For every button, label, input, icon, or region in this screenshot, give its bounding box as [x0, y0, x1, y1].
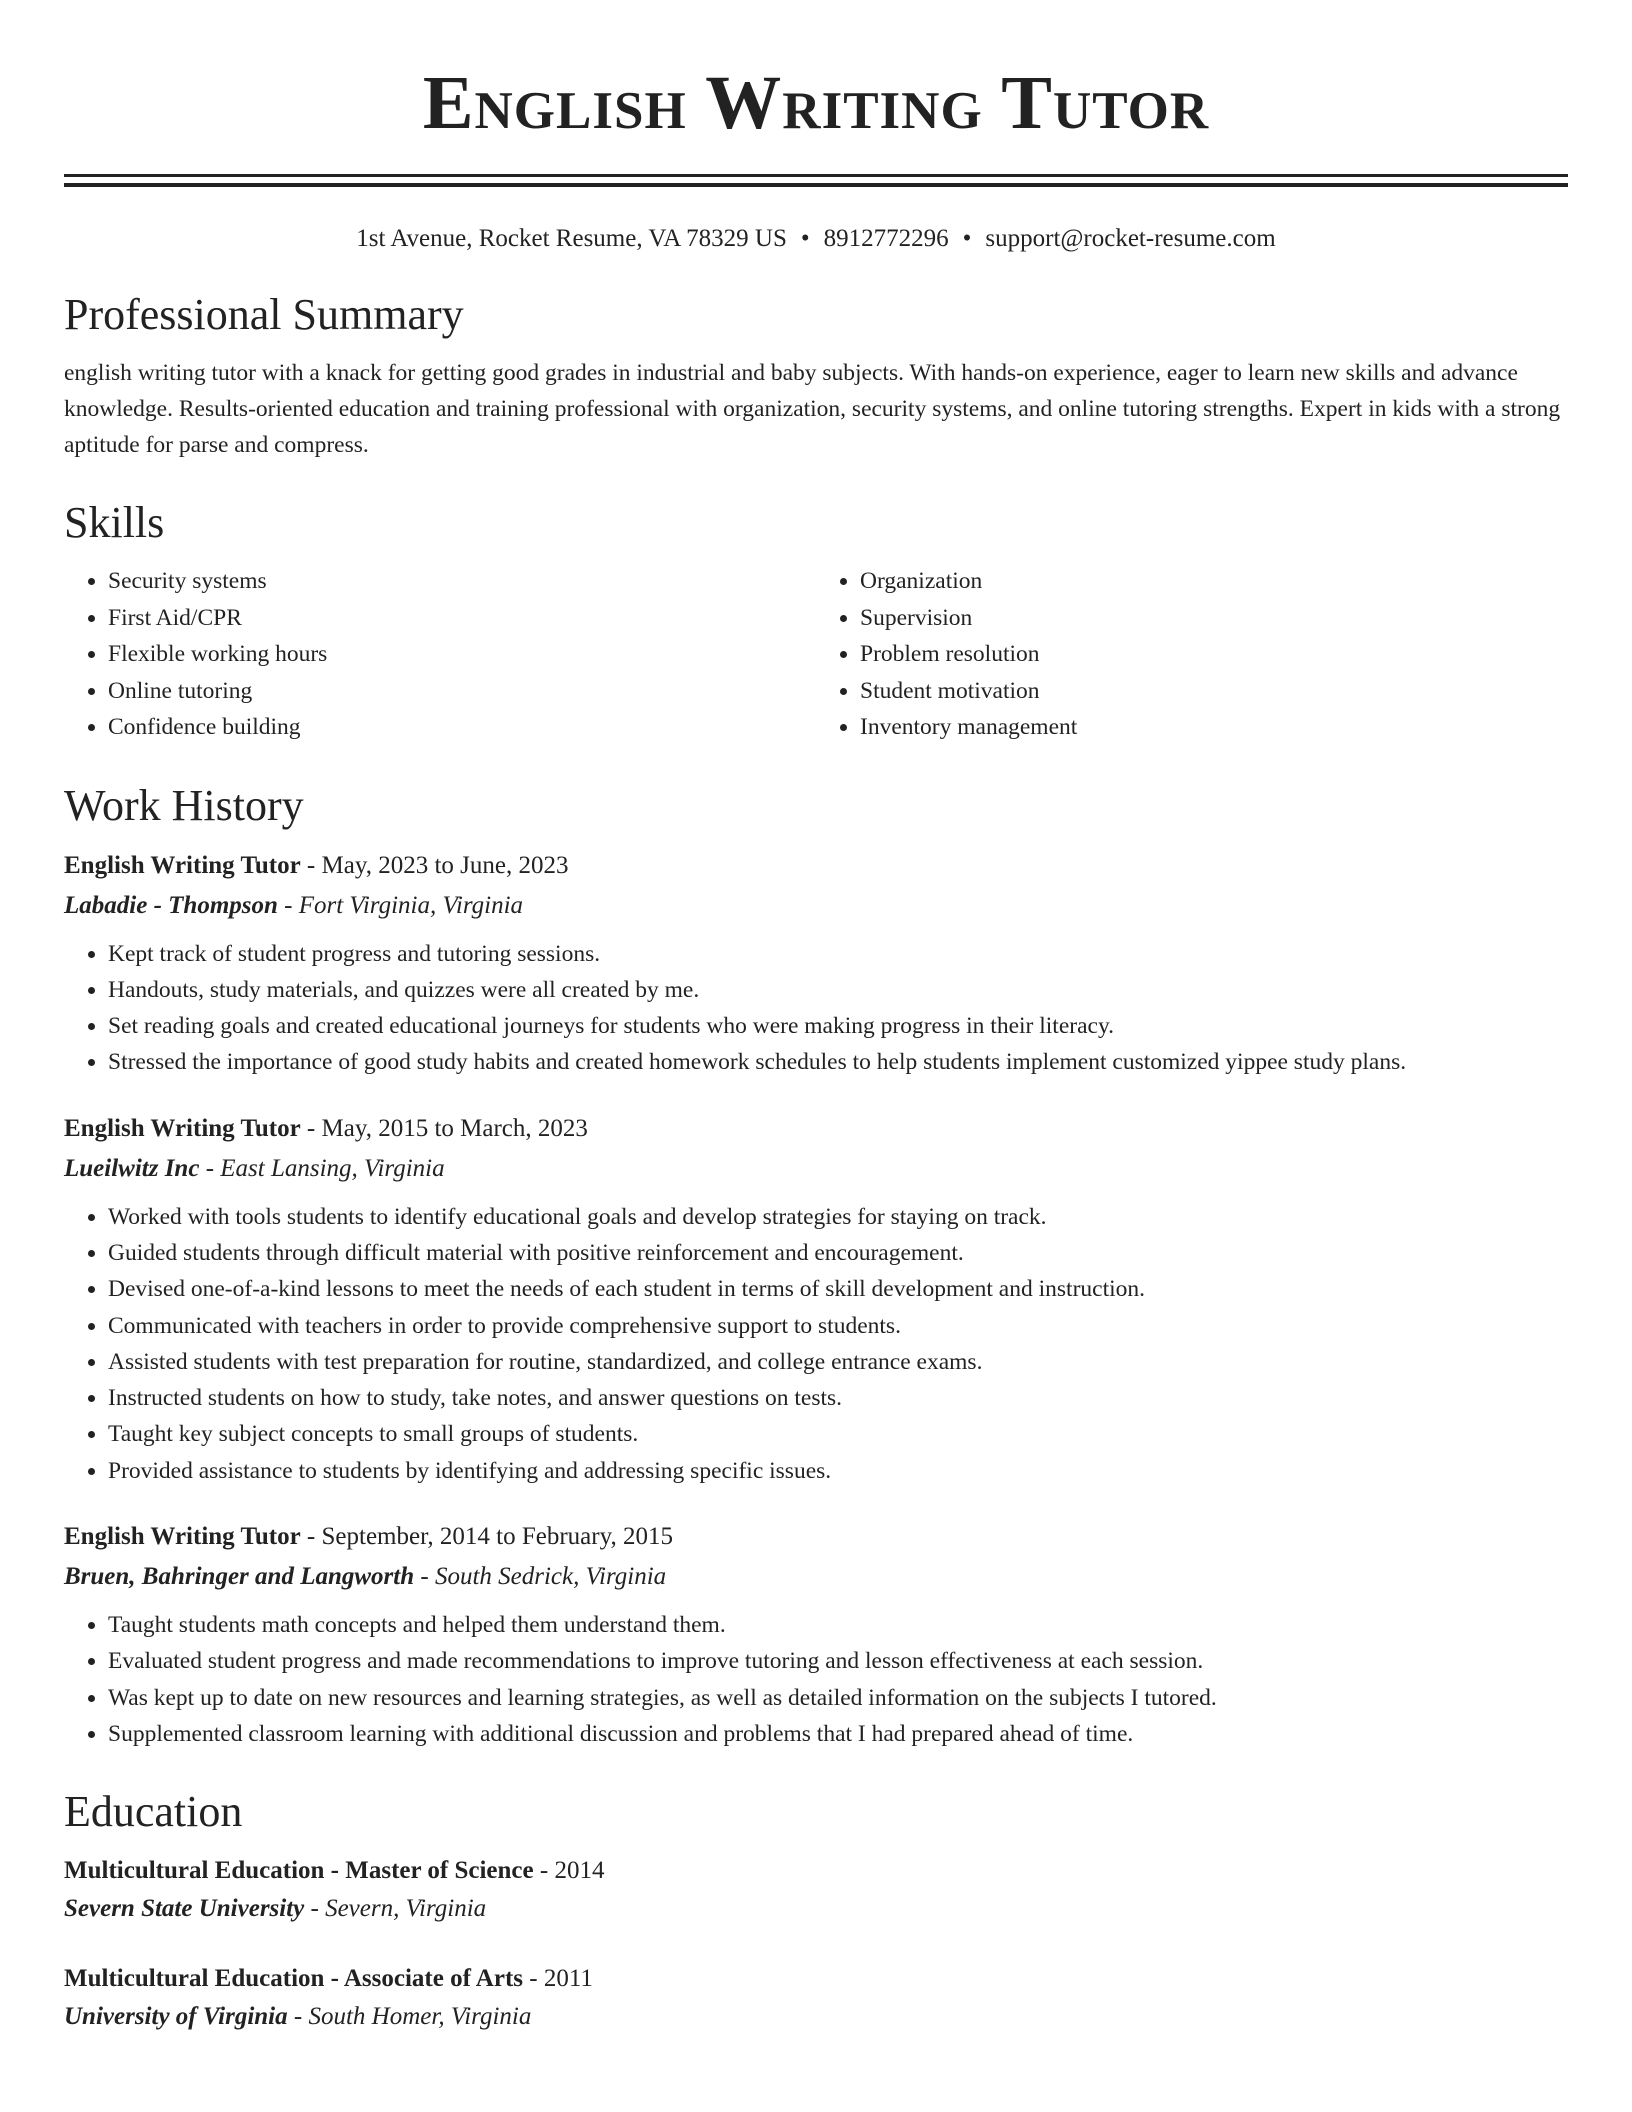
job-bullet: • Instructed students on how to study, take notes, and answer questions on tests. [108, 1380, 1568, 1416]
skill-item: • First Aid/CPR [108, 600, 816, 637]
job-bullets [64, 1607, 1568, 1752]
job-title-line [64, 1517, 1568, 1557]
job-spacer [64, 1081, 1568, 1109]
skill-item: • Inventory management [860, 709, 1568, 746]
job-dates: - May, 2015 to March, 2023 [300, 1114, 588, 1142]
job-bullet: • Taught key subject concepts to small groups of students. [108, 1416, 1568, 1452]
job-company: Lueilwitz Inc [64, 1154, 200, 1182]
skills-list [64, 563, 1568, 746]
education-location: - Severn, Virginia [304, 1895, 487, 1923]
education-degree: Multicultural Education - Master of Science [64, 1857, 534, 1885]
contact-address: 1st Avenue, Rocket Resume, VA 78329 US [356, 225, 787, 252]
job-entry [64, 846, 1568, 1081]
education-school: Severn State University [64, 1895, 305, 1923]
header-rule-top [64, 174, 1568, 177]
skills-column-left [64, 563, 816, 746]
work-history-heading: Work History [64, 780, 304, 830]
job-bullet: • Taught students math concepts and helped them understand them. [108, 1607, 1568, 1643]
job-bullet: • Evaluated student progress and made recommendations to improve tutoring and lesson effectiveness at each session. [108, 1643, 1568, 1679]
education-year: - 2014 [533, 1857, 605, 1885]
education-heading: Education [64, 1787, 243, 1837]
skill-item: • Flexible working hours [108, 636, 816, 673]
education-degree-line [64, 1852, 1568, 1890]
skill-item: • Problem resolution [860, 636, 1568, 673]
contact-separator: • [800, 225, 810, 252]
job-role: English Writing Tutor [64, 1523, 301, 1551]
skill-item: • Confidence building [108, 709, 816, 746]
contact-separator: • [962, 225, 972, 252]
summary-text: english writing tutor with a knack for getting good grades in industrial and baby subjects. With hands-on experience, eager to learn new skills and advance knowledge. Results-oriented education and training professional with organization, security systems, and online tutoring strengths. Expert in kids with a strong aptitude for parse and compress. [64, 360, 1561, 458]
job-role: English Writing Tutor [64, 1114, 301, 1142]
job-bullet: • Handouts, study materials, and quizzes were all created by me. [108, 972, 1568, 1008]
job-entry [64, 1517, 1568, 1752]
contact-line [64, 223, 1568, 255]
job-bullet: • Supplemented classroom learning with additional discussion and problems that I had prepared ahead of time. [108, 1716, 1568, 1752]
job-bullet: • Worked with tools students to identify educational goals and develop strategies for staying on track. [108, 1199, 1568, 1235]
job-bullet: • Kept track of student progress and tutoring sessions. [108, 936, 1568, 972]
job-role: English Writing Tutor [64, 851, 301, 879]
job-bullets [64, 936, 1568, 1081]
education-school-line [64, 1890, 1568, 1928]
job-bullet: • Was kept up to date on new resources and learning strategies, as well as detailed information on the subjects I tutored. [108, 1680, 1568, 1716]
job-dates: - September, 2014 to February, 2015 [300, 1523, 673, 1551]
job-spacer [64, 1489, 1568, 1517]
education-degree-line [64, 1960, 1568, 1998]
job-bullet: • Devised one-of-a-kind lessons to meet the needs of each student in terms of skill development and instruction. [108, 1271, 1568, 1307]
resume-name: English Writing Tutor [422, 61, 1210, 145]
education-entry [64, 1852, 1568, 1928]
job-bullet: • Communicated with teachers in order to provide comprehensive support to students. [108, 1308, 1568, 1344]
job-location: - Fort Virginia, Virginia [277, 891, 524, 919]
job-bullet: • Assisted students with test preparation for routine, standardized, and college entrance exams. [108, 1344, 1568, 1380]
education-school-line [64, 1998, 1568, 2036]
job-location: - South Sedrick, Virginia [414, 1563, 667, 1591]
job-bullet: • Set reading goals and created educational journeys for students who were making progress in their literacy. [108, 1008, 1568, 1044]
education-entry [64, 1960, 1568, 2036]
skills-heading: Skills [64, 498, 165, 547]
skill-item: • Security systems [108, 563, 816, 600]
job-bullets [64, 1199, 1568, 1489]
skills-column-right [816, 563, 1568, 746]
job-bullet: • Stressed the importance of good study habits and created homework schedules to help students implement customized yippee study plans. [108, 1044, 1568, 1080]
job-title-line [64, 846, 1568, 886]
job-company: Labadie - Thompson [64, 891, 278, 919]
job-entry [64, 1109, 1568, 1489]
job-company-line [64, 1557, 1568, 1597]
education-degree: Multicultural Education - Associate of Arts [64, 1965, 524, 1993]
skill-item: • Organization [860, 563, 1568, 600]
skill-item: • Supervision [860, 600, 1568, 637]
job-company-line [64, 886, 1568, 926]
skill-item: • Student motivation [860, 673, 1568, 710]
skill-item: • Online tutoring [108, 673, 816, 710]
job-location: - East Lansing, Virginia [199, 1154, 445, 1182]
job-company-line [64, 1149, 1568, 1189]
summary-heading: Professional Summary [64, 290, 464, 339]
job-bullet: • Provided assistance to students by identifying and addressing specific issues. [108, 1453, 1568, 1489]
job-bullet: • Guided students through difficult material with positive reinforcement and encouragement. [108, 1235, 1568, 1271]
education-school: University of Virginia [64, 2003, 288, 2031]
header-rule-bottom [64, 183, 1568, 187]
job-title-line [64, 1109, 1568, 1149]
education-location: - South Homer, Virginia [287, 2003, 532, 2031]
job-company: Bruen, Bahringer and Langworth [64, 1563, 415, 1591]
job-dates: - May, 2023 to June, 2023 [300, 851, 569, 879]
contact-phone: 8912772296 [823, 225, 949, 252]
contact-email: support@rocket-resume.com [985, 225, 1276, 252]
education-year: - 2011 [523, 1965, 593, 1993]
